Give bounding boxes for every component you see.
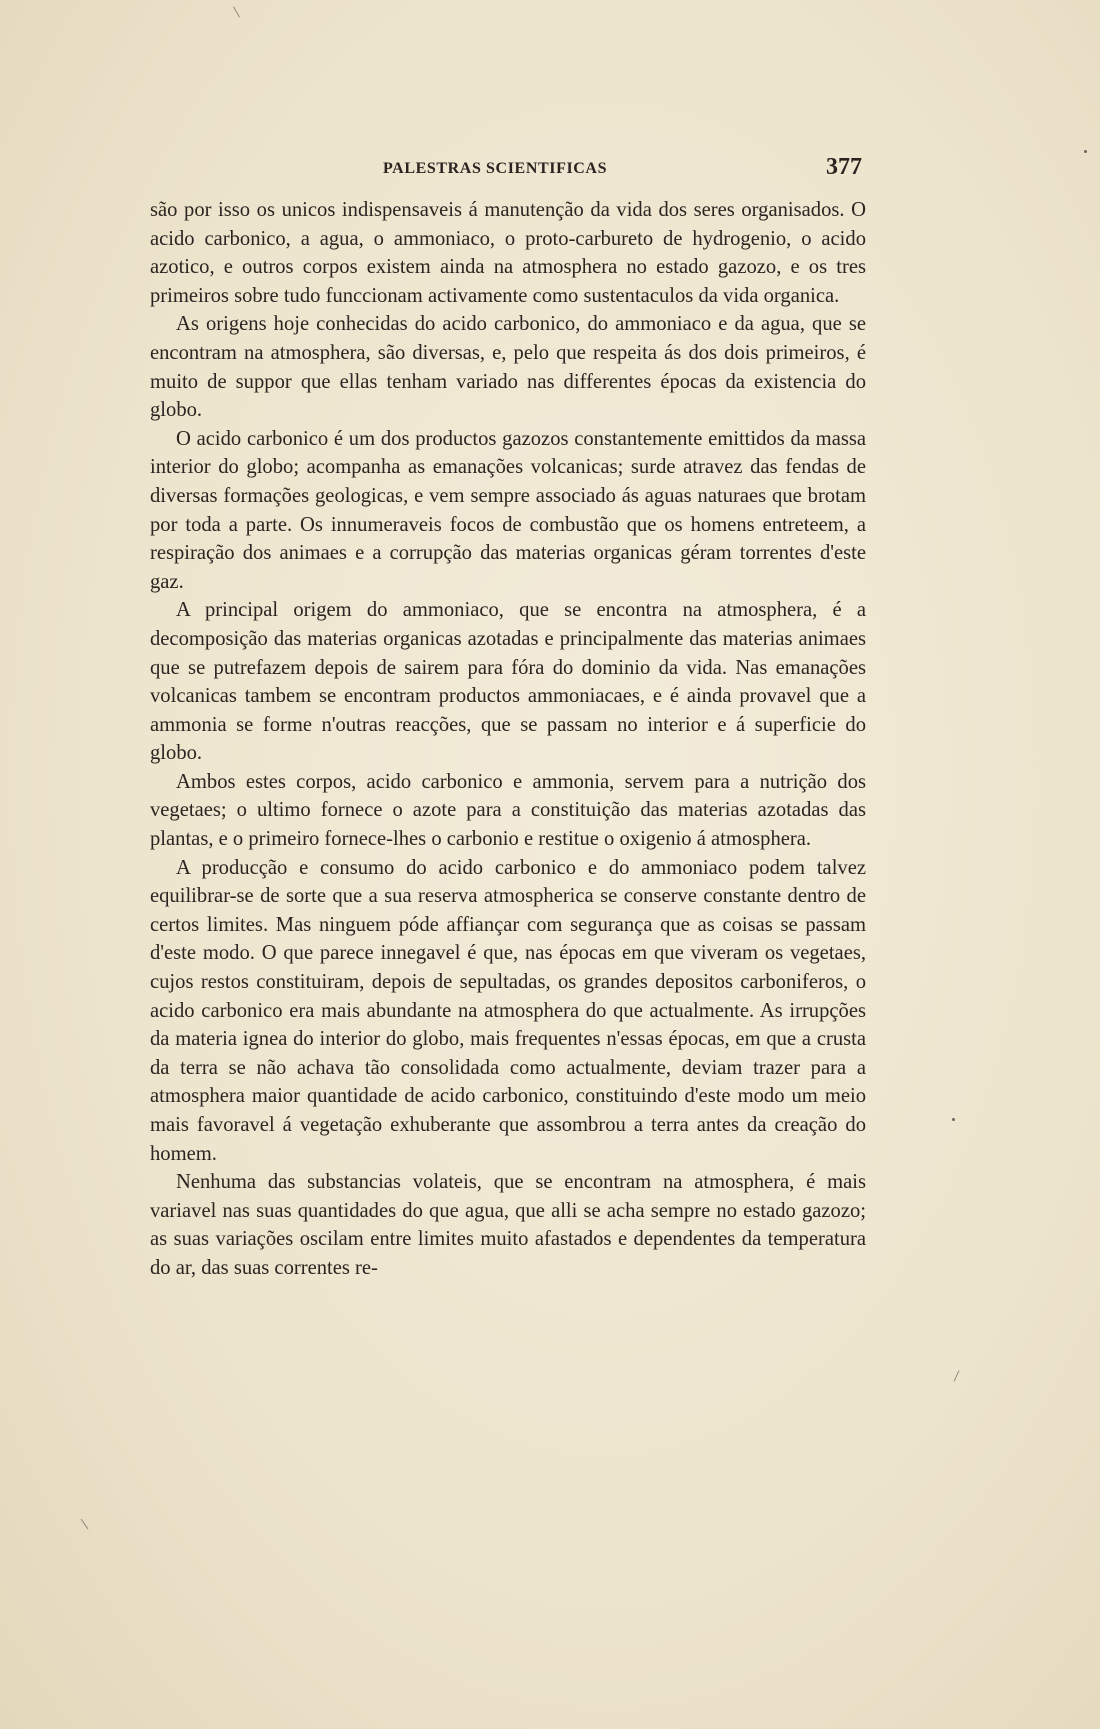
paragraph: A principal origem do ammoniaco, que se encontra na atmosphera, é a decomposição das materias organicas azotadas e principalmente das materias animaes que se putrefazem depois de sairem para fóra do dominio da vida. Nas emanações volcanicas tambem se encontram productos ammoniacaes, e é ainda provavel que a ammonia se forme n'outras reacções, que se passam no interior e á superficie do globo. [150, 599, 866, 765]
paragraph: O acido carbonico é um dos productos gazozos constantemente emittidos da massa interior do globo; acompanha as emanações volcanicas; surde atravez das fendas de diversas formações geologicas, e vem sempre associado ás aguas naturaes que brotam por toda a parte. Os innumeraveis focos de combustão que os homens entreteem, a respiração dos animaes e a corrupção das materias organicas géram torrentes d'este gaz. [150, 427, 866, 593]
paper-mark [954, 1370, 960, 1381]
page-number: 377 [826, 154, 862, 180]
paper-speck [1084, 150, 1087, 153]
paragraph: são por isso os unicos indispensaveis á manutenção da vida dos seres organisados. O acido carbonico, a agua, o ammoniaco, o proto-carbureto de hydrogenio, o acido azotico, e outros corpos existem ainda na atmosphera no estado gazozo, e os tres primeiros sobre tudo funccionam activamente como sustentaculos da vida organica. [150, 199, 866, 307]
body-text [150, 196, 866, 1283]
paper-mark [81, 1519, 89, 1529]
paragraph: A producção e consumo do acido carbonico e do ammoniaco podem talvez equilibrar-se de sorte que a sua reserva atmospherica se conserve constante dentro de certos limites. Mas ninguem póde affiançar com segurança que as coisas se passam d'este modo. O que parece innegavel é que, nas épocas em que viveram os vegetaes, cujos restos constituiram, depois de sepultadas, os grandes depositos carboniferos, o acido carbonico era mais abundante na atmosphera do que actualmente. As irrupções da materia ignea do interior do globo, mais frequentes n'essas épocas, em que a crusta da terra se não achava tão consolidada como actualmente, deviam trazer para a atmosphera maior quantidade de acido carbonico, constituindo d'este modo um meio mais favoravel á vegetação exhuberante que assombrou a terra antes da creação do homem. [150, 856, 866, 1165]
paper-speck [952, 1118, 955, 1121]
page-header [150, 156, 862, 186]
paper-mark [233, 7, 240, 18]
paragraph: As origens hoje conhecidas do acido carbonico, do ammoniaco e da agua, que se encontram na atmosphera, são diversas, e, pelo que respeita ás dos dois primeiros, é muito de suppor que ellas tenham variado nas differentes épocas da existencia do globo. [150, 313, 866, 422]
running-title: PALESTRAS SCIENTIFICAS [383, 160, 608, 177]
paragraph: Ambos estes corpos, acido carbonico e ammonia, servem para a nutrição dos vegetaes; o ultimo fornece o azote para a constituição das materias azotadas das plantas, e o primeiro fornece-lhes o carbonio e restitue o oxigenio á atmosphera. [150, 770, 866, 851]
paragraph: Nenhuma das substancias volateis, que se encontram na atmosphera, é mais variavel nas suas quantidades do que agua, que alli se acha sempre no estado gazozo; as suas variações oscilam entre limites muito afastados e dependentes da temperatura do ar, das suas correntes re- [150, 1171, 866, 1279]
